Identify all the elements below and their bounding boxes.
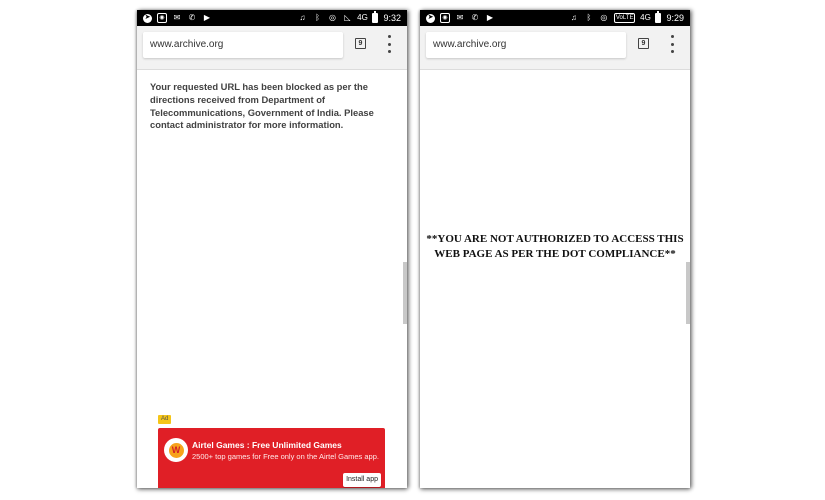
left-phone-screenshot — [137, 10, 407, 488]
ad-title: Airtel Games : Free Unlimited Games — [192, 440, 342, 450]
dot-compliance-message — [420, 232, 690, 262]
volte-icon: VoLTE — [615, 15, 634, 21]
page-content — [420, 70, 690, 488]
whatsapp-icon: ✆ — [188, 13, 196, 22]
headphones-icon: ♫ — [570, 13, 577, 22]
ad-badge: Ad — [158, 415, 171, 424]
network-icon: 4G — [357, 13, 368, 22]
status-bar — [137, 10, 407, 26]
compass-icon: ➤ — [427, 14, 434, 21]
bluetooth-icon: ᛒ — [315, 13, 320, 22]
url-bar[interactable]: www.archive.org — [143, 32, 343, 58]
scrollbar[interactable] — [403, 262, 407, 324]
tab-switcher-button[interactable]: 9 — [638, 38, 649, 49]
overflow-menu-icon[interactable] — [669, 35, 675, 53]
battery-icon — [372, 13, 378, 23]
overflow-menu-icon[interactable] — [386, 35, 392, 53]
compass-icon: ➤ — [144, 14, 151, 21]
airtel-games-logo-icon: W — [164, 438, 188, 462]
hotspot-icon: ◎ — [328, 13, 336, 22]
ad-description: 2500+ top games for Free only on the Airtel Games app. — [192, 452, 379, 461]
scrollbar[interactable] — [686, 262, 690, 324]
browser-toolbar — [420, 26, 690, 70]
status-bar — [420, 10, 690, 26]
headphones-icon: ♫ — [299, 13, 306, 22]
instagram-icon: ◉ — [440, 13, 450, 23]
dot-message-line-1: **YOU ARE NOT AUTHORIZED TO ACCESS THIS — [426, 233, 684, 245]
hotspot-icon: ◎ — [600, 13, 608, 22]
network-icon: 4G — [640, 13, 651, 22]
no-signal-icon: ◺ — [344, 13, 351, 22]
status-left-icons — [426, 13, 495, 23]
status-left-icons — [143, 13, 212, 23]
mail-icon: ✉ — [456, 13, 464, 22]
dot-message-line-2: WEB PAGE AS PER THE DOT COMPLIANCE** — [434, 248, 676, 260]
url-bar[interactable]: www.archive.org — [426, 32, 626, 58]
bluetooth-icon: ᛒ — [586, 13, 592, 22]
mail-icon: ✉ — [173, 13, 181, 22]
browser-toolbar — [137, 26, 407, 70]
whatsapp-icon: ✆ — [471, 13, 479, 22]
play-store-icon: ▶ — [486, 13, 494, 22]
right-phone-screenshot — [420, 10, 690, 488]
install-app-button[interactable]: Install app — [343, 473, 381, 487]
battery-icon — [655, 13, 661, 23]
ad-banner[interactable] — [158, 428, 385, 488]
tab-switcher-button[interactable]: 9 — [355, 38, 366, 49]
status-right-icons — [297, 13, 401, 23]
status-time: 9:29 — [666, 13, 684, 23]
blocked-message: Your requested URL has been blocked as per the directions received from Department of Telecommunications, Government of India. Please contact administrator for more information. — [150, 81, 374, 131]
page-content — [137, 70, 407, 488]
status-time: 9:32 — [383, 13, 401, 23]
status-right-icons — [569, 13, 684, 23]
instagram-icon: ◉ — [157, 13, 167, 23]
play-store-icon: ▶ — [203, 13, 211, 22]
